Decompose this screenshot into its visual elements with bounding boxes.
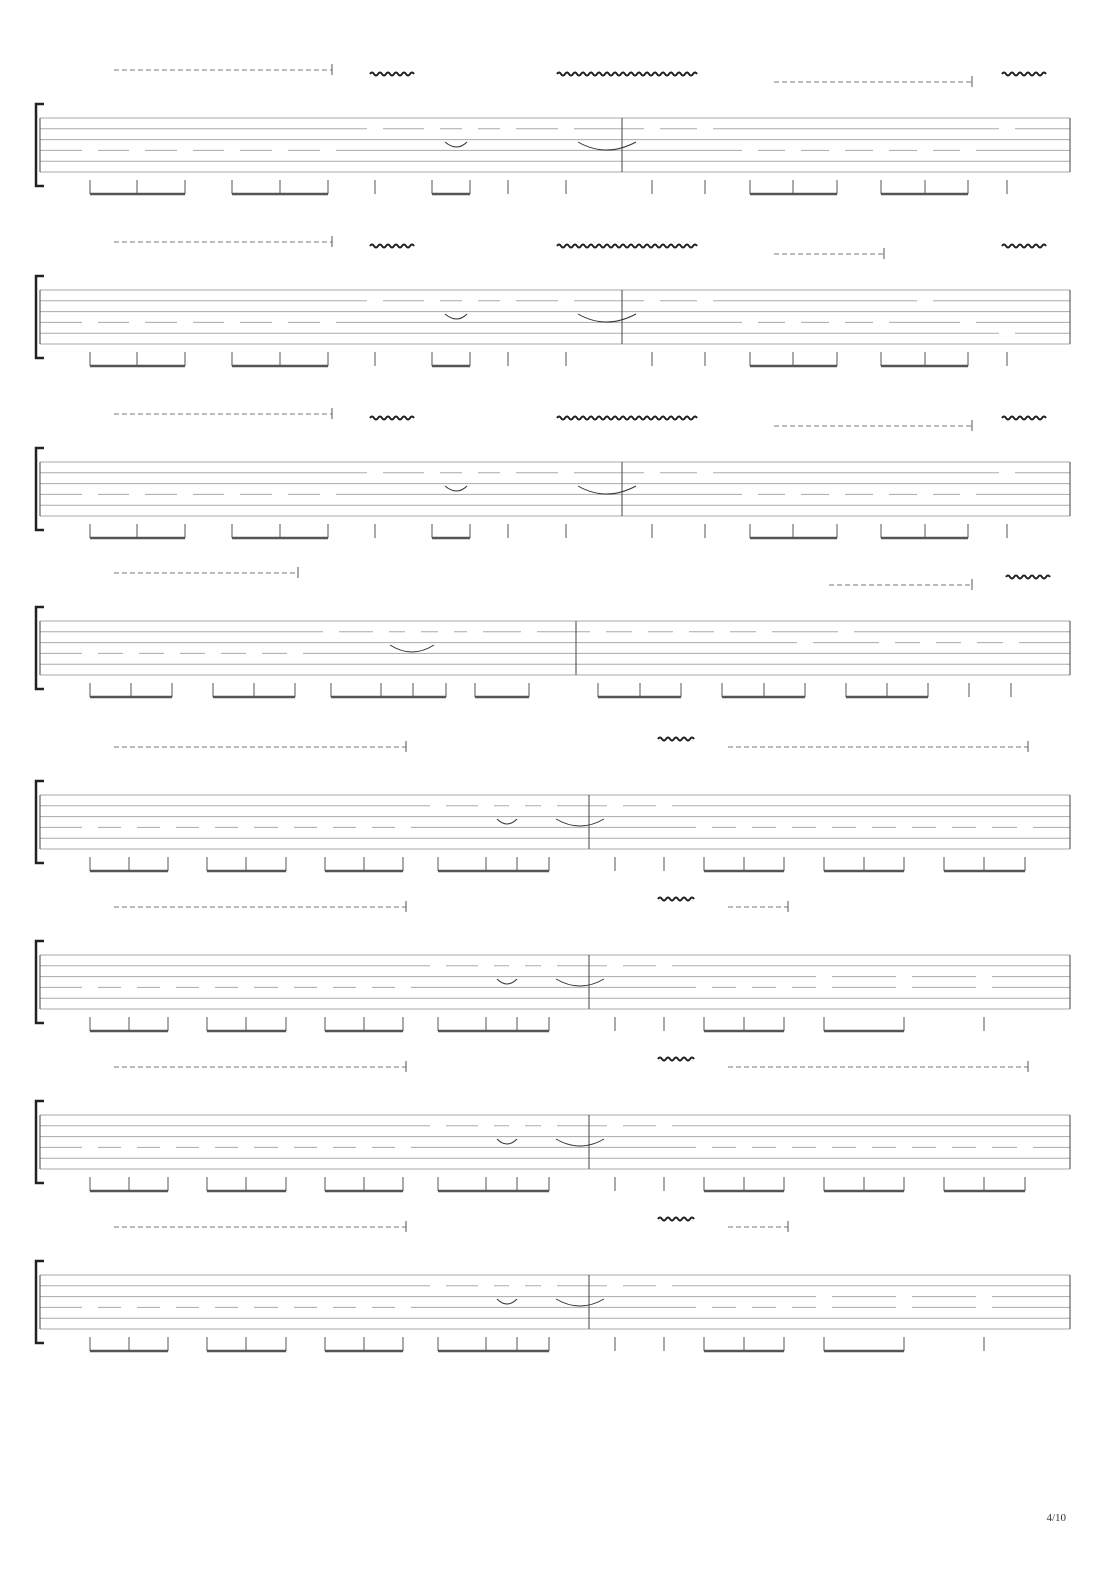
fret-bg	[323, 626, 339, 638]
fret-bg	[317, 1141, 333, 1153]
fret-bg	[742, 316, 758, 328]
fret-bg	[896, 1301, 912, 1313]
fret-bg	[224, 144, 240, 156]
fret-bg	[644, 467, 660, 479]
fret-bg	[424, 123, 440, 135]
fret-bg	[500, 123, 516, 135]
fret-bg	[521, 626, 537, 638]
fret-bg	[430, 1120, 446, 1132]
fret-bg	[999, 123, 1015, 135]
fret-bg	[177, 488, 193, 500]
fret-bg	[246, 647, 262, 659]
fret-bg	[697, 295, 713, 307]
fret-bg	[238, 981, 254, 993]
fret-bg	[1017, 821, 1033, 833]
fret-bg	[478, 1280, 494, 1292]
tie	[445, 314, 467, 319]
fret-bg	[816, 1301, 832, 1313]
fret-bg	[500, 295, 516, 307]
fret-bg	[177, 144, 193, 156]
fret-bg	[272, 316, 288, 328]
fret-bg	[121, 821, 137, 833]
fret-bg	[917, 144, 933, 156]
fret-bg	[896, 1291, 912, 1303]
vibrato-mark	[658, 898, 694, 901]
vibrato-mark	[557, 417, 697, 420]
fret-bg	[238, 821, 254, 833]
fret-bg	[121, 981, 137, 993]
fret-bg	[873, 144, 889, 156]
fret-bg	[320, 488, 336, 500]
fret-bg	[160, 981, 176, 993]
fret-bg	[278, 1141, 294, 1153]
fret-bg	[541, 1120, 557, 1132]
fret-bg	[960, 316, 976, 328]
tie	[497, 1139, 517, 1144]
fret-bg	[856, 1141, 872, 1153]
fret-bg	[816, 1141, 832, 1153]
fret-bg	[785, 316, 801, 328]
fret-bg	[509, 1120, 525, 1132]
fret-bg	[673, 626, 689, 638]
fret-bg	[82, 981, 98, 993]
fret-bg	[121, 1301, 137, 1313]
fret-bg	[960, 488, 976, 500]
tie	[578, 314, 636, 322]
tie	[390, 645, 434, 652]
fret-bg	[696, 981, 712, 993]
fret-bg	[558, 123, 574, 135]
fret-bg	[199, 1141, 215, 1153]
fret-bg	[478, 1120, 494, 1132]
fret-bg	[632, 626, 648, 638]
tie	[556, 979, 604, 986]
fret-bg	[736, 1301, 752, 1313]
fret-bg	[356, 1141, 372, 1153]
fret-bg	[776, 1301, 792, 1313]
fret-bg	[278, 1301, 294, 1313]
fret-bg	[714, 626, 730, 638]
fret-bg	[644, 123, 660, 135]
tie	[578, 142, 636, 150]
fret-bg	[129, 144, 145, 156]
tie	[445, 142, 467, 147]
fret-bg	[896, 1141, 912, 1153]
fret-bg	[278, 981, 294, 993]
vibrato-mark	[557, 73, 697, 76]
fret-bg	[936, 821, 952, 833]
fret-bg	[776, 981, 792, 993]
fret-bg	[541, 960, 557, 972]
fret-bg	[164, 647, 180, 659]
fret-bg	[976, 971, 992, 983]
fret-bg	[829, 316, 845, 328]
fret-bg	[896, 981, 912, 993]
fret-bg	[272, 144, 288, 156]
tie	[556, 1139, 604, 1146]
fret-bg	[1017, 1141, 1033, 1153]
fret-bg	[896, 821, 912, 833]
fret-bg	[356, 821, 372, 833]
vibrato-mark	[658, 1218, 694, 1221]
fret-bg	[278, 821, 294, 833]
fret-bg	[317, 981, 333, 993]
vibrato-mark	[1006, 576, 1050, 579]
fret-bg	[607, 1280, 623, 1292]
fret-bg	[742, 488, 758, 500]
fret-bg	[590, 626, 606, 638]
fret-bg	[558, 467, 574, 479]
fret-bg	[816, 821, 832, 833]
tie	[578, 486, 636, 494]
fret-bg	[756, 626, 772, 638]
fret-bg	[430, 960, 446, 972]
fret-bg	[424, 295, 440, 307]
fret-bg	[462, 467, 478, 479]
fret-bg	[82, 821, 98, 833]
fret-bg	[367, 123, 383, 135]
fret-bg	[82, 144, 98, 156]
fret-bg	[356, 1301, 372, 1313]
fret-bg	[129, 488, 145, 500]
fret-bg	[500, 467, 516, 479]
fret-bg	[697, 123, 713, 135]
vibrato-mark	[1002, 73, 1046, 76]
fret-bg	[462, 295, 478, 307]
fret-bg	[829, 488, 845, 500]
fret-bg	[917, 488, 933, 500]
fret-bg	[205, 647, 221, 659]
fret-bg	[478, 800, 494, 812]
vibrato-mark	[658, 1058, 694, 1061]
fret-bg	[541, 800, 557, 812]
fret-bg	[82, 1141, 98, 1153]
page-number: 4/10	[1046, 1512, 1066, 1524]
fret-bg	[607, 800, 623, 812]
fret-bg	[405, 626, 421, 638]
fret-bg	[373, 626, 389, 638]
vibrato-mark	[370, 417, 414, 420]
fret-bg	[696, 1301, 712, 1313]
fret-bg	[199, 981, 215, 993]
fret-bg	[696, 821, 712, 833]
fret-bg	[320, 144, 336, 156]
fret-bg	[356, 981, 372, 993]
vibrato-mark	[370, 245, 414, 248]
vibrato-mark	[1002, 417, 1046, 420]
fret-bg	[509, 960, 525, 972]
vibrato-mark	[370, 73, 414, 76]
fret-bg	[976, 1291, 992, 1303]
fret-bg	[224, 316, 240, 328]
fret-bg	[656, 1120, 672, 1132]
fret-bg	[816, 981, 832, 993]
vibrato-mark	[1002, 245, 1046, 248]
fret-bg	[238, 1301, 254, 1313]
fret-bg	[960, 144, 976, 156]
fret-bg	[656, 960, 672, 972]
tie	[445, 486, 467, 491]
fret-bg	[797, 637, 813, 649]
fret-bg	[742, 144, 758, 156]
fret-bg	[976, 1141, 992, 1153]
fret-bg	[82, 647, 98, 659]
fret-bg	[896, 971, 912, 983]
fret-bg	[656, 1280, 672, 1292]
fret-bg	[999, 327, 1015, 339]
fret-bg	[272, 488, 288, 500]
fret-bg	[430, 1280, 446, 1292]
vibrato-mark	[658, 738, 694, 741]
fret-bg	[478, 960, 494, 972]
tie	[497, 1299, 517, 1304]
fret-bg	[121, 1141, 137, 1153]
fret-bg	[395, 981, 411, 993]
fret-bg	[367, 467, 383, 479]
fret-bg	[838, 626, 854, 638]
fret-bg	[395, 1141, 411, 1153]
fret-bg	[509, 1280, 525, 1292]
fret-bg	[82, 316, 98, 328]
fret-bg	[829, 144, 845, 156]
fret-bg	[696, 1141, 712, 1153]
fret-bg	[936, 1141, 952, 1153]
fret-bg	[873, 316, 889, 328]
fret-bg	[224, 488, 240, 500]
fret-bg	[317, 1301, 333, 1313]
fret-bg	[607, 1120, 623, 1132]
fret-bg	[430, 800, 446, 812]
fret-bg	[920, 637, 936, 649]
fret-bg	[558, 295, 574, 307]
fret-bg	[317, 821, 333, 833]
fret-bg	[160, 1141, 176, 1153]
fret-bg	[509, 800, 525, 812]
fret-bg	[160, 821, 176, 833]
fret-bg	[177, 316, 193, 328]
fret-bg	[541, 1280, 557, 1292]
fret-bg	[287, 647, 303, 659]
fret-bg	[697, 467, 713, 479]
fret-bg	[656, 800, 672, 812]
fret-bg	[160, 1301, 176, 1313]
tie	[556, 819, 604, 826]
tie	[556, 1299, 604, 1306]
fret-bg	[736, 1141, 752, 1153]
fret-bg	[976, 821, 992, 833]
fret-bg	[1003, 637, 1019, 649]
fret-bg	[467, 626, 483, 638]
fret-bg	[976, 1301, 992, 1313]
fret-bg	[199, 1301, 215, 1313]
fret-bg	[976, 981, 992, 993]
tie	[497, 979, 517, 984]
fret-bg	[776, 821, 792, 833]
fret-bg	[123, 647, 139, 659]
fret-bg	[816, 1291, 832, 1303]
fret-bg	[785, 488, 801, 500]
fret-bg	[917, 295, 933, 307]
fret-bg	[82, 488, 98, 500]
tie	[497, 819, 517, 824]
fret-bg	[129, 316, 145, 328]
fret-bg	[736, 981, 752, 993]
fret-bg	[999, 467, 1015, 479]
fret-bg	[785, 144, 801, 156]
fret-bg	[199, 821, 215, 833]
fret-bg	[961, 637, 977, 649]
fret-bg	[395, 821, 411, 833]
fret-bg	[873, 488, 889, 500]
fret-bg	[816, 971, 832, 983]
fret-bg	[879, 637, 895, 649]
fret-bg	[856, 821, 872, 833]
fret-bg	[607, 960, 623, 972]
fret-bg	[395, 1301, 411, 1313]
fret-bg	[238, 1141, 254, 1153]
fret-bg	[82, 1301, 98, 1313]
fret-bg	[438, 626, 454, 638]
fret-bg	[424, 467, 440, 479]
fret-bg	[644, 295, 660, 307]
vibrato-mark	[557, 245, 697, 248]
fret-bg	[367, 295, 383, 307]
fret-bg	[462, 123, 478, 135]
fret-bg	[320, 316, 336, 328]
fret-bg	[776, 1141, 792, 1153]
fret-bg	[736, 821, 752, 833]
